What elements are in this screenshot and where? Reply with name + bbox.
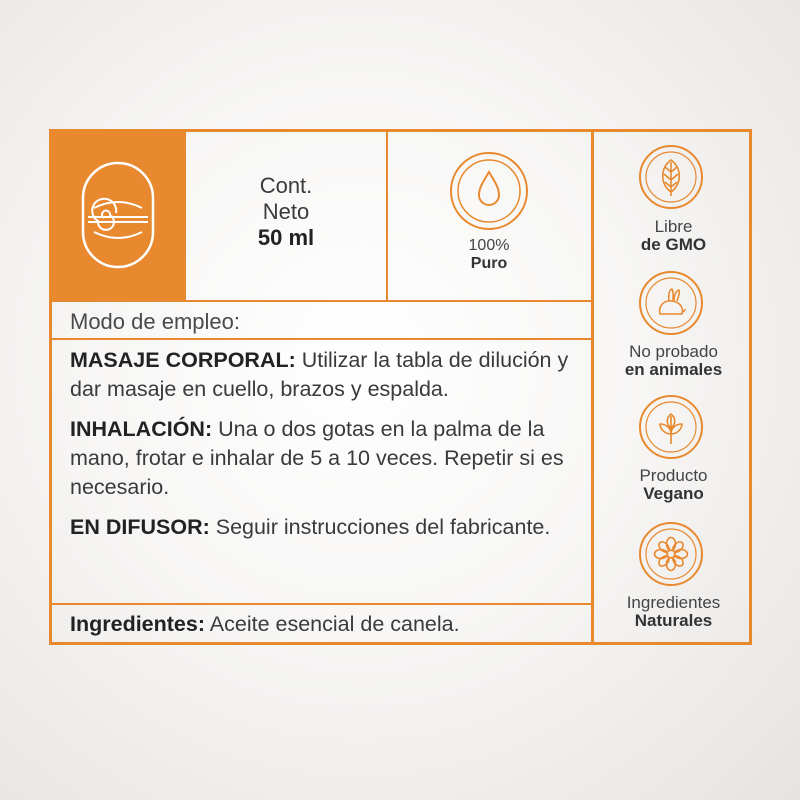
badge-line2: Naturales (634, 611, 713, 630)
brand-logo-box (52, 132, 186, 300)
net-content-label-1: Cont. (259, 173, 313, 198)
badge-natural (595, 594, 752, 630)
net-content-volume: 50 ml (257, 225, 315, 250)
badge-line2: de GMO (640, 235, 707, 254)
divider (52, 603, 591, 605)
usage-instructions (70, 346, 588, 553)
usage-text: Utilizar la tabla de dilución y dar masaje en cuello, brazos y espalda. (70, 348, 569, 401)
badge-line2: Vegano (643, 484, 704, 503)
usage-item (70, 346, 588, 404)
ingredients (70, 612, 460, 637)
usage-text: Una o dos gotas en la palma de la mano, frotar e inhalar de 5 a 10 veces. Repetir si es necesario. (70, 417, 564, 499)
divider (52, 338, 591, 340)
badge-cruelty-free (595, 343, 752, 379)
divider (591, 132, 594, 642)
rabbit-icon (638, 270, 704, 336)
usage-title: Modo de empleo: (70, 309, 240, 334)
leaf-icon (638, 144, 704, 210)
divider (52, 300, 591, 302)
usage-text: Seguir instrucciones del fabricante. (209, 515, 551, 539)
usage-item (70, 415, 588, 502)
divider (386, 132, 388, 301)
drop-icon (448, 150, 530, 232)
usage-heading: INHALACIÓN: (70, 417, 213, 441)
net-content (186, 173, 386, 251)
purity-percent: 100% (468, 237, 510, 254)
badge-gmo (595, 218, 752, 254)
badge-line2: en animales (624, 360, 723, 379)
usage-heading: MASAJE CORPORAL: (70, 348, 296, 372)
badge-line1: Ingredientes (626, 593, 721, 612)
purity-badge (389, 237, 589, 273)
net-content-label-2: Neto (262, 199, 310, 224)
usage-item (70, 513, 588, 542)
badge-line1: No probado (629, 342, 718, 361)
flower-icon (638, 521, 704, 587)
spiral-roll-logo (80, 160, 160, 270)
ingredients-heading: Ingredientes: (70, 612, 205, 636)
badge-line1: Producto (639, 466, 708, 485)
purity-label: Puro (470, 255, 508, 272)
plant-sprout-icon (638, 394, 704, 460)
usage-heading: EN DIFUSOR: (70, 515, 210, 539)
badge-vegan (595, 467, 752, 503)
badge-line1: Libre (654, 217, 693, 236)
ingredients-text: Aceite esencial de canela. (205, 612, 460, 636)
